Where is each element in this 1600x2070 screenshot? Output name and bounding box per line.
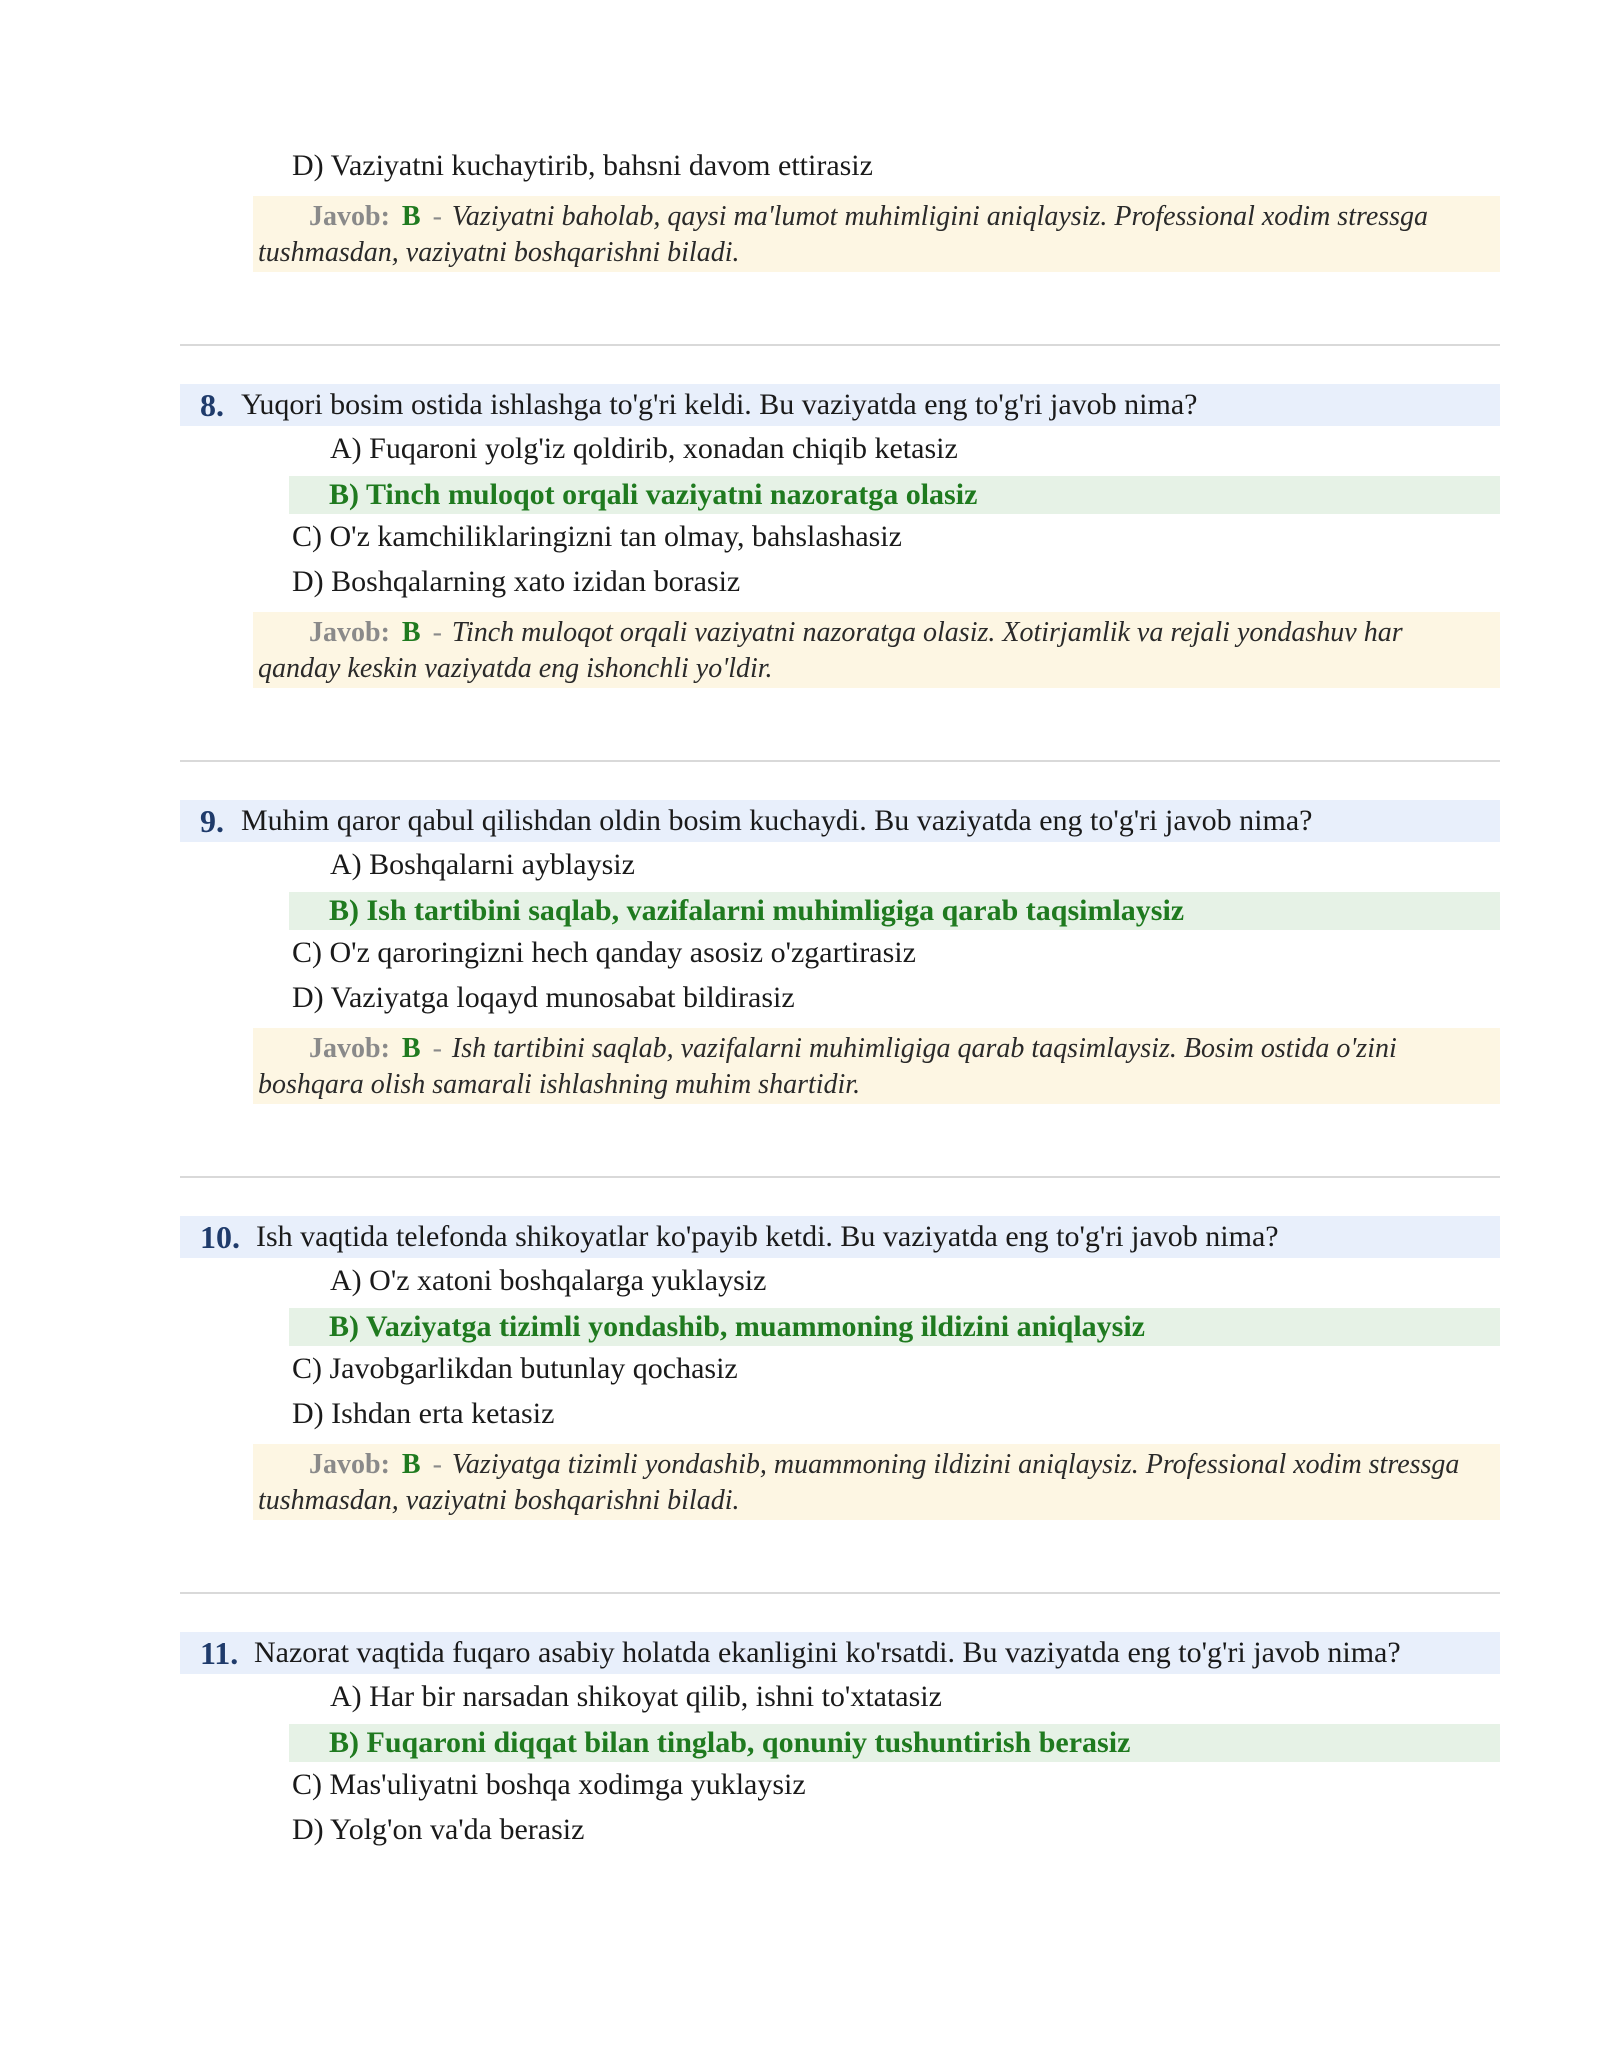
question-number: 8. xyxy=(200,387,224,423)
question-header-9 xyxy=(180,800,1500,842)
option-d: D) Boshqalarning xato izidan borasiz xyxy=(292,565,741,598)
option-a: A) Fuqaroni yolg'iz qoldirib, xonadan chiqib ketasiz xyxy=(330,432,958,465)
answer-dash: - xyxy=(432,201,442,232)
answer-box xyxy=(253,612,1500,688)
option-d: D) Vaziyatni kuchaytirib, bahsni davom ettirasiz xyxy=(292,149,873,182)
answer-letter: B xyxy=(401,1033,421,1064)
answer-text-block xyxy=(258,615,1480,687)
answer-dash: - xyxy=(432,1033,442,1064)
option-b: B) Vaziyatga tizimli yondashib, muammoning ildizini aniqlaysiz xyxy=(329,1310,1145,1343)
answer-label: Javob: xyxy=(309,1449,390,1480)
section-divider xyxy=(180,1176,1500,1178)
answer-explanation: Vaziyatni baholab, qaysi ma'lumot muhimligini aniqlaysiz. Professional xodim stressga tushmasdan, vaziyatni boshqarishni biladi. xyxy=(258,201,1429,268)
question-text: Ish vaqtida telefonda shikoyatlar ko'payib ketdi. Bu vaziyatda eng to'g'ri javob nima? xyxy=(256,1220,1279,1253)
answer-explanation: Vaziyatga tizimli yondashib, muammoning ildizini aniqlaysiz. Professional xodim stressga tushmasdan, vaziyatni boshqarishni biladi. xyxy=(258,1449,1460,1516)
question-header-10 xyxy=(180,1216,1500,1258)
answer-text-block xyxy=(258,199,1480,271)
answer-box xyxy=(253,1028,1500,1104)
option-c: C) O'z qaroringizni hech qanday asosiz o'zgartirasiz xyxy=(292,936,916,969)
section-divider xyxy=(180,760,1500,762)
answer-label: Javob: xyxy=(309,1033,390,1064)
option-b: B) Tinch muloqot orqali vaziyatni nazoratga olasiz xyxy=(329,478,978,511)
question-number: 11. xyxy=(200,1635,239,1671)
option-d: D) Yolg'on va'da berasiz xyxy=(292,1813,585,1846)
correct-option-highlight xyxy=(289,1724,1500,1762)
answer-letter: B xyxy=(401,1449,421,1480)
section-divider xyxy=(180,344,1500,346)
answer-box xyxy=(253,1444,1500,1520)
answer-text-block xyxy=(258,1031,1480,1103)
answer-box xyxy=(253,196,1500,272)
option-a: A) Boshqalarni ayblaysiz xyxy=(330,848,635,881)
correct-option-highlight xyxy=(289,476,1500,514)
option-a: A) O'z xatoni boshqalarga yuklaysiz xyxy=(330,1264,767,1297)
correct-option-highlight xyxy=(289,1308,1500,1346)
correct-option-highlight xyxy=(289,892,1500,930)
question-text: Yuqori bosim ostida ishlashga to'g'ri keldi. Bu vaziyatda eng to'g'ri javob nima? xyxy=(241,388,1198,421)
option-a: A) Har bir narsadan shikoyat qilib, ishni to'xtatasiz xyxy=(330,1680,942,1713)
section-divider xyxy=(180,1592,1500,1594)
answer-text-block xyxy=(258,1447,1480,1519)
question-header-8 xyxy=(180,384,1500,426)
option-d: D) Vaziyatga loqayd munosabat bildirasiz xyxy=(292,981,795,1014)
question-text: Muhim qaror qabul qilishdan oldin bosim kuchaydi. Bu vaziyatda eng to'g'ri javob nima? xyxy=(241,804,1313,837)
question-text: Nazorat vaqtida fuqaro asabiy holatda ekanligini ko'rsatdi. Bu vaziyatda eng to'g'ri javob nima? xyxy=(254,1636,1401,1669)
option-c: C) Javobgarlikdan butunlay qochasiz xyxy=(292,1352,738,1385)
answer-explanation: Tinch muloqot orqali vaziyatni nazoratga olasiz. Xotirjamlik va rejali yondashuv har qanday keskin vaziyatda eng ishonchli yo'ldir. xyxy=(258,617,1403,684)
option-d: D) Ishdan erta ketasiz xyxy=(292,1397,555,1430)
option-b: B) Ish tartibini saqlab, vazifalarni muhimligiga qarab taqsimlaysiz xyxy=(329,894,1185,927)
question-number: 9. xyxy=(200,803,224,839)
option-b: B) Fuqaroni diqqat bilan tinglab, qonuniy tushuntirish berasiz xyxy=(329,1726,1131,1759)
answer-letter: B xyxy=(401,617,421,648)
answer-letter: B xyxy=(401,201,421,232)
option-c: C) O'z kamchiliklaringizni tan olmay, bahslashasiz xyxy=(292,520,902,553)
answer-dash: - xyxy=(432,617,442,648)
answer-dash: - xyxy=(432,1449,442,1480)
option-c: C) Mas'uliyatni boshqa xodimga yuklaysiz xyxy=(292,1768,806,1801)
answer-label: Javob: xyxy=(309,617,390,648)
question-number: 10. xyxy=(200,1219,240,1255)
answer-label: Javob: xyxy=(309,201,390,232)
question-header-11 xyxy=(180,1632,1500,1674)
answer-explanation: Ish tartibini saqlab, vazifalarni muhimligiga qarab taqsimlaysiz. Bosim ostida o'zini boshqara olish samarali ishlashning muhim shartidir. xyxy=(258,1033,1397,1100)
